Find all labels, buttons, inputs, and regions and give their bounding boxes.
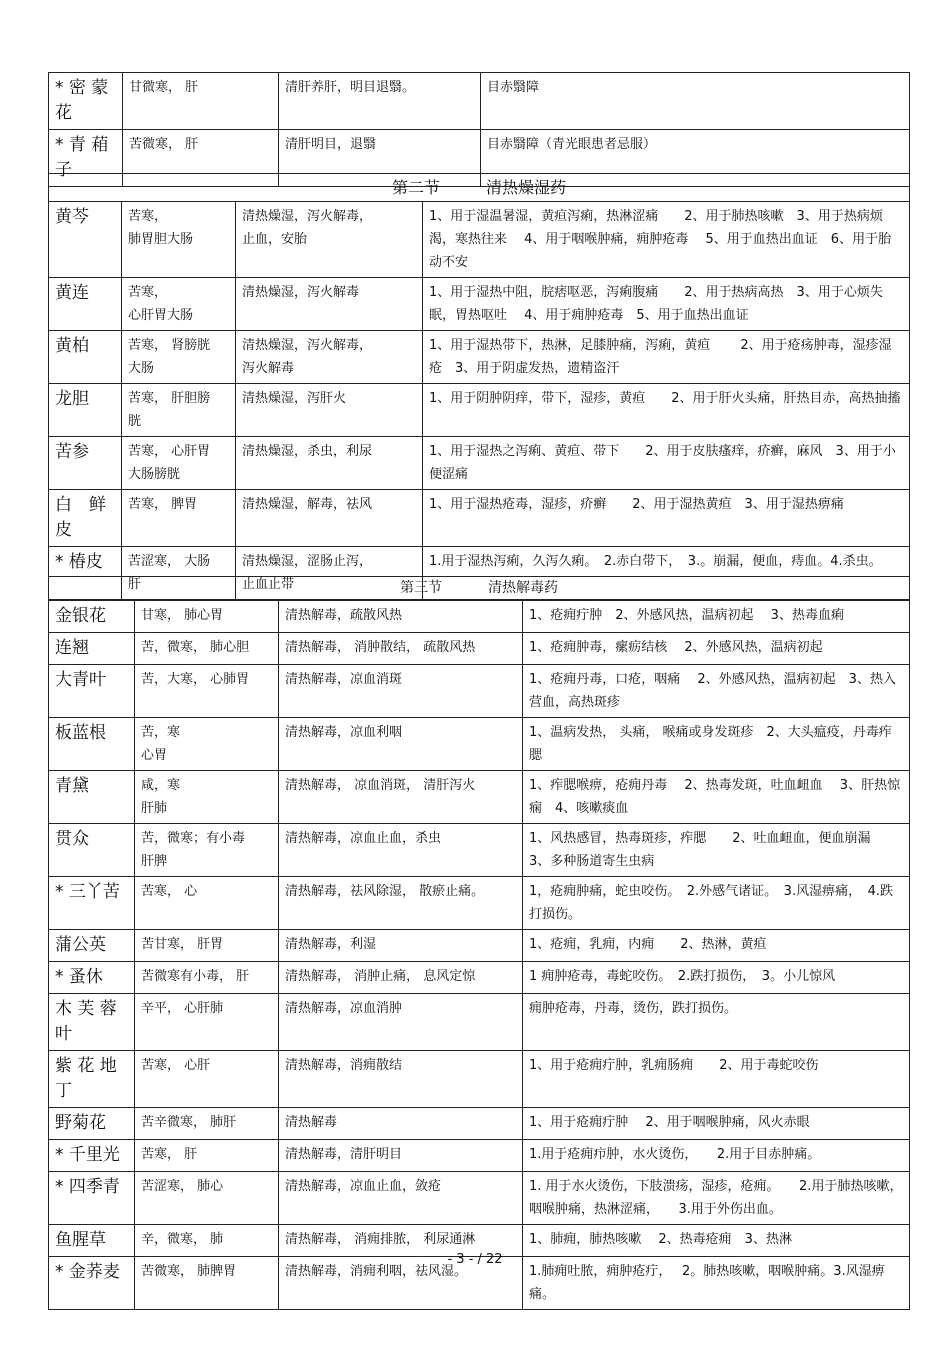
herb-property: 苦寒， 肝胆膀 胱 <box>122 384 236 437</box>
herb-effect: 清热解毒，凉血消斑 <box>279 665 523 718</box>
herb-effect: 清热解毒， 消肿止痛， 息风定惊 <box>279 962 523 994</box>
herb-effect: 清热解毒，凉血止血，敛疮 <box>279 1172 523 1225</box>
herb-usage: 1、用于湿温暑湿，黄疸泻痢，热淋涩痛 2、用于肺热咳嗽 3、用于热病烦渴，寒热往来 4、用于咽喉肿痛，痈肿疮毒 5、用于血热出血证 6、用于胎动不安 <box>423 202 910 278</box>
herb-property: 甘寒， 肺心胃 <box>135 601 279 633</box>
herb-usage: 1、风热感冒，热毒斑疹，痄腮 2、吐血衄血，便血崩漏 3、多种肠道寄生虫病 <box>523 824 910 877</box>
herb-effect: 清热燥湿，杀虫，利尿 <box>236 437 423 490</box>
table-row <box>49 633 910 665</box>
herb-property: 苦甘寒， 肝胃 <box>135 930 279 962</box>
herb-usage: 1、用于阴肿阴痒，带下，湿疹，黄疸 2、用于肝火头痛，肝热目赤，高热抽搐 <box>423 384 910 437</box>
table-row <box>49 962 910 994</box>
section-label: 第三节 <box>400 580 442 596</box>
section-title: 清热解毒药 <box>488 580 558 596</box>
herb-property: 辛，微寒， 肺 <box>135 1225 279 1257</box>
table-row <box>49 665 910 718</box>
herb-usage: 1、用于湿热之泻痢、黄疸、带下 2、用于皮肤瘙痒，疥癣，麻风 3、用于小便涩痛 <box>423 437 910 490</box>
herb-name: * 金荞麦 <box>49 1257 135 1310</box>
herb-effect: 清热解毒，凉血止血，杀虫 <box>279 824 523 877</box>
table-row <box>49 331 910 384</box>
herb-usage: 1.用于疮痈疖肿，水火烫伤， 2.用于目赤肿痛。 <box>523 1140 910 1172</box>
herb-effect: 清热解毒， 消肿散结， 疏散风热 <box>279 633 523 665</box>
herb-property: 苦辛微寒， 肺肝 <box>135 1108 279 1140</box>
herb-table-section3 <box>48 576 910 1310</box>
table-row <box>49 718 910 771</box>
section-title: 清热燥湿药 <box>486 178 567 197</box>
herb-usage: 1、用于湿热疮毒，湿疹，疥癣 2、用于湿热黄疸 3、用于湿热痹痛 <box>423 490 910 547</box>
section-header-row <box>49 174 910 202</box>
herb-effect: 清热燥湿，泻火解毒 <box>236 278 423 331</box>
herb-property: 苦寒， 肝 <box>135 1140 279 1172</box>
herb-property: 辛平， 心肝肺 <box>135 994 279 1051</box>
herb-usage: 1、温病发热， 头痛， 喉痛或身发斑疹 2、大头瘟疫，丹毒痄腮 <box>523 718 910 771</box>
herb-usage: 1 痈肿疮毒，毒蛇咬伤。 2.跌打损伤， 3。小儿惊风 <box>523 962 910 994</box>
herb-usage: 1、疮痈肿毒，瘰疬结核 2、外感风热，温病初起 <box>523 633 910 665</box>
table-row <box>49 930 910 962</box>
herb-name: 蒲公英 <box>49 930 135 962</box>
herb-name: 板蓝根 <box>49 718 135 771</box>
herb-name: 金银花 <box>49 601 135 633</box>
herb-effect: 清肝明目，退翳 <box>279 130 481 187</box>
herb-name: 贯众 <box>49 824 135 877</box>
herb-name: * 密 蒙 花 <box>49 73 123 130</box>
herb-effect: 清热解毒，清肝明目 <box>279 1140 523 1172</box>
section-header <box>49 174 910 202</box>
herb-effect: 清热燥湿，涩肠止泻， 止血止带 <box>236 547 423 600</box>
herb-property: 苦微寒， 肺脾胃 <box>135 1257 279 1310</box>
herb-name: * 青 葙 子 <box>49 130 123 187</box>
table-row <box>49 601 910 633</box>
table-row <box>49 278 910 331</box>
herb-property: 苦寒， 肺胃胆大肠 <box>122 202 236 278</box>
herb-usage: 1、疮痈，乳痈，内痈 2、热淋，黄疸 <box>523 930 910 962</box>
herb-effect: 清热燥湿，泻火解毒， 泻火解毒 <box>236 331 423 384</box>
herb-name: * 椿皮 <box>49 547 122 600</box>
herb-table-part1 <box>48 72 910 187</box>
herb-name: 野菊花 <box>49 1108 135 1140</box>
page-number: - 3 - / 22 <box>447 1252 503 1267</box>
herb-usage: 1、用于湿热带下，热淋，足膝肿痛，泻痢，黄疸 2、用于疮疡肿毒，湿疹湿疮 3、用于阴虚发热，遗精盗汗 <box>423 331 910 384</box>
herb-property: 苦寒， 肾膀胱 大肠 <box>122 331 236 384</box>
section-header <box>49 577 910 601</box>
table-row <box>49 1051 910 1108</box>
herb-usage: 1，疮痈肿痛，蛇虫咬伤。 2.外感气诸证。 3.风湿痹痛， 4.跌打损伤。 <box>523 877 910 930</box>
table-row <box>49 202 910 278</box>
herb-usage: 1、痄腮喉痹，疮痈丹毒 2、热毒发斑，吐血衄血 3、肝热惊痫 4、咳嗽痰血 <box>523 771 910 824</box>
herb-effect: 清热解毒 <box>279 1108 523 1140</box>
herb-name: * 蚤休 <box>49 962 135 994</box>
table-row <box>49 824 910 877</box>
herb-usage: 1、用于疮痈疔肿，乳痈肠痈 2、用于毒蛇咬伤 <box>523 1051 910 1108</box>
table-row <box>49 1140 910 1172</box>
herb-name: 苦参 <box>49 437 122 490</box>
herb-name: 连翘 <box>49 633 135 665</box>
herb-effect: 清热解毒，消痈散结 <box>279 1051 523 1108</box>
herb-property: 苦，微寒， 肺心胆 <box>135 633 279 665</box>
herb-usage: 1、用于湿热中阻，脘痞呕恶，泻痢腹痛 2、用于热病高热 3、用于心烦失眠，胃热呕吐 4、用于痈肿疮毒 5、用于血热出血证 <box>423 278 910 331</box>
table-row <box>49 771 910 824</box>
herb-name: 木 芙 蓉 叶 <box>49 994 135 1051</box>
herb-usage: 1、用于疮痈疔肿 2、用于咽喉肿痛，风火赤眼 <box>523 1108 910 1140</box>
herb-name: 黄连 <box>49 278 122 331</box>
herb-name: 黄柏 <box>49 331 122 384</box>
herb-effect: 清热燥湿，泻火解毒， 止血，安胎 <box>236 202 423 278</box>
herb-usage: 1.用于湿热泻痢，久泻久痢。 2.赤白带下， 3.。崩漏，便血，痔血。4.杀虫。 <box>423 547 910 600</box>
herb-name: 黄芩 <box>49 202 122 278</box>
herb-property: 苦寒， 心 <box>135 877 279 930</box>
herb-effect: 清热解毒， 凉血消斑， 清肝泻火 <box>279 771 523 824</box>
herb-effect: 清热解毒，疏散风热 <box>279 601 523 633</box>
herb-effect: 清热解毒，凉血利咽 <box>279 718 523 771</box>
herb-usage: 1、疮痈丹毒，口疮，咽痛 2、外感风热，温病初起 3、热入营血，高热斑疹 <box>523 665 910 718</box>
herb-usage: 目赤翳障（青光眼患者忌服） <box>481 130 910 187</box>
herb-property: 苦，大寒， 心肺胃 <box>135 665 279 718</box>
herb-name: * 千里光 <box>49 1140 135 1172</box>
table-row <box>49 1108 910 1140</box>
table-row <box>49 384 910 437</box>
herb-effect: 清热解毒，凉血消肿 <box>279 994 523 1051</box>
table-row <box>49 490 910 547</box>
section-label: 第二节 <box>392 178 441 197</box>
herb-name: * 三丫苦 <box>49 877 135 930</box>
table-row <box>49 1172 910 1225</box>
herb-name: * 四季青 <box>49 1172 135 1225</box>
herb-property: 苦寒， 脾胃 <box>122 490 236 547</box>
herb-property: 甘微寒， 肝 <box>123 73 279 130</box>
herb-usage: 1、疮痈疔肿 2、外感风热，温病初起 3、热毒血痢 <box>523 601 910 633</box>
herb-effect: 清热燥湿，泻肝火 <box>236 384 423 437</box>
herb-table-section2 <box>48 173 910 600</box>
herb-effect: 清肝养肝，明目退翳。 <box>279 73 481 130</box>
herb-effect: 清热解毒，祛风除湿， 散瘀止痛。 <box>279 877 523 930</box>
herb-effect: 清热燥湿，解毒，祛风 <box>236 490 423 547</box>
herb-usage: 1.肺痈吐脓，痈肿疮疔， 2。肺热咳嗽，咽喉肿痛。3.风湿痹痛。 <box>523 1257 910 1310</box>
herb-effect: 清热解毒，利湿 <box>279 930 523 962</box>
herb-name: 白 鲜 皮 <box>49 490 122 547</box>
herb-property: 苦寒， 心肝胃大肠 <box>122 278 236 331</box>
herb-property: 苦寒， 心肝胃 大肠膀胱 <box>122 437 236 490</box>
herb-property: 苦微寒有小毒， 肝 <box>135 962 279 994</box>
herb-name: 龙胆 <box>49 384 122 437</box>
herb-property: 苦微寒， 肝 <box>123 130 279 187</box>
herb-usage: 痈肿疮毒，丹毒，烫伤，跌打损伤。 <box>523 994 910 1051</box>
herb-property: 苦，微寒；有小毒 肝脾 <box>135 824 279 877</box>
herb-name: 大青叶 <box>49 665 135 718</box>
herb-effect: 清热解毒， 消痈排脓， 利尿通淋 <box>279 1225 523 1257</box>
herb-name: 青黛 <box>49 771 135 824</box>
herb-usage: 目赤翳障 <box>481 73 910 130</box>
table-row <box>49 73 910 130</box>
herb-property: 咸，寒 肝肺 <box>135 771 279 824</box>
herb-name: 紫 花 地 丁 <box>49 1051 135 1108</box>
table-row <box>49 877 910 930</box>
herb-usage: 1、肺痈，肺热咳嗽 2、热毒疮痈 3、热淋 <box>523 1225 910 1257</box>
herb-property: 苦寒， 心肝 <box>135 1051 279 1108</box>
section-header-row <box>49 577 910 601</box>
herb-property: 苦涩寒， 大肠 肝 <box>122 547 236 600</box>
herb-name: 鱼腥草 <box>49 1225 135 1257</box>
herb-property: 苦，寒 心胃 <box>135 718 279 771</box>
herb-property: 苦涩寒， 肺心 <box>135 1172 279 1225</box>
herb-usage: 1. 用于水火烫伤，下肢溃疡，湿疹，疮痈。 2.用于肺热咳嗽，咽喉肿痛，热淋涩痛， 3.用于外伤出血。 <box>523 1172 910 1225</box>
table-row <box>49 994 910 1051</box>
table-row <box>49 437 910 490</box>
herb-effect: 清热解毒，消痈利咽，祛风湿。 <box>279 1257 523 1310</box>
